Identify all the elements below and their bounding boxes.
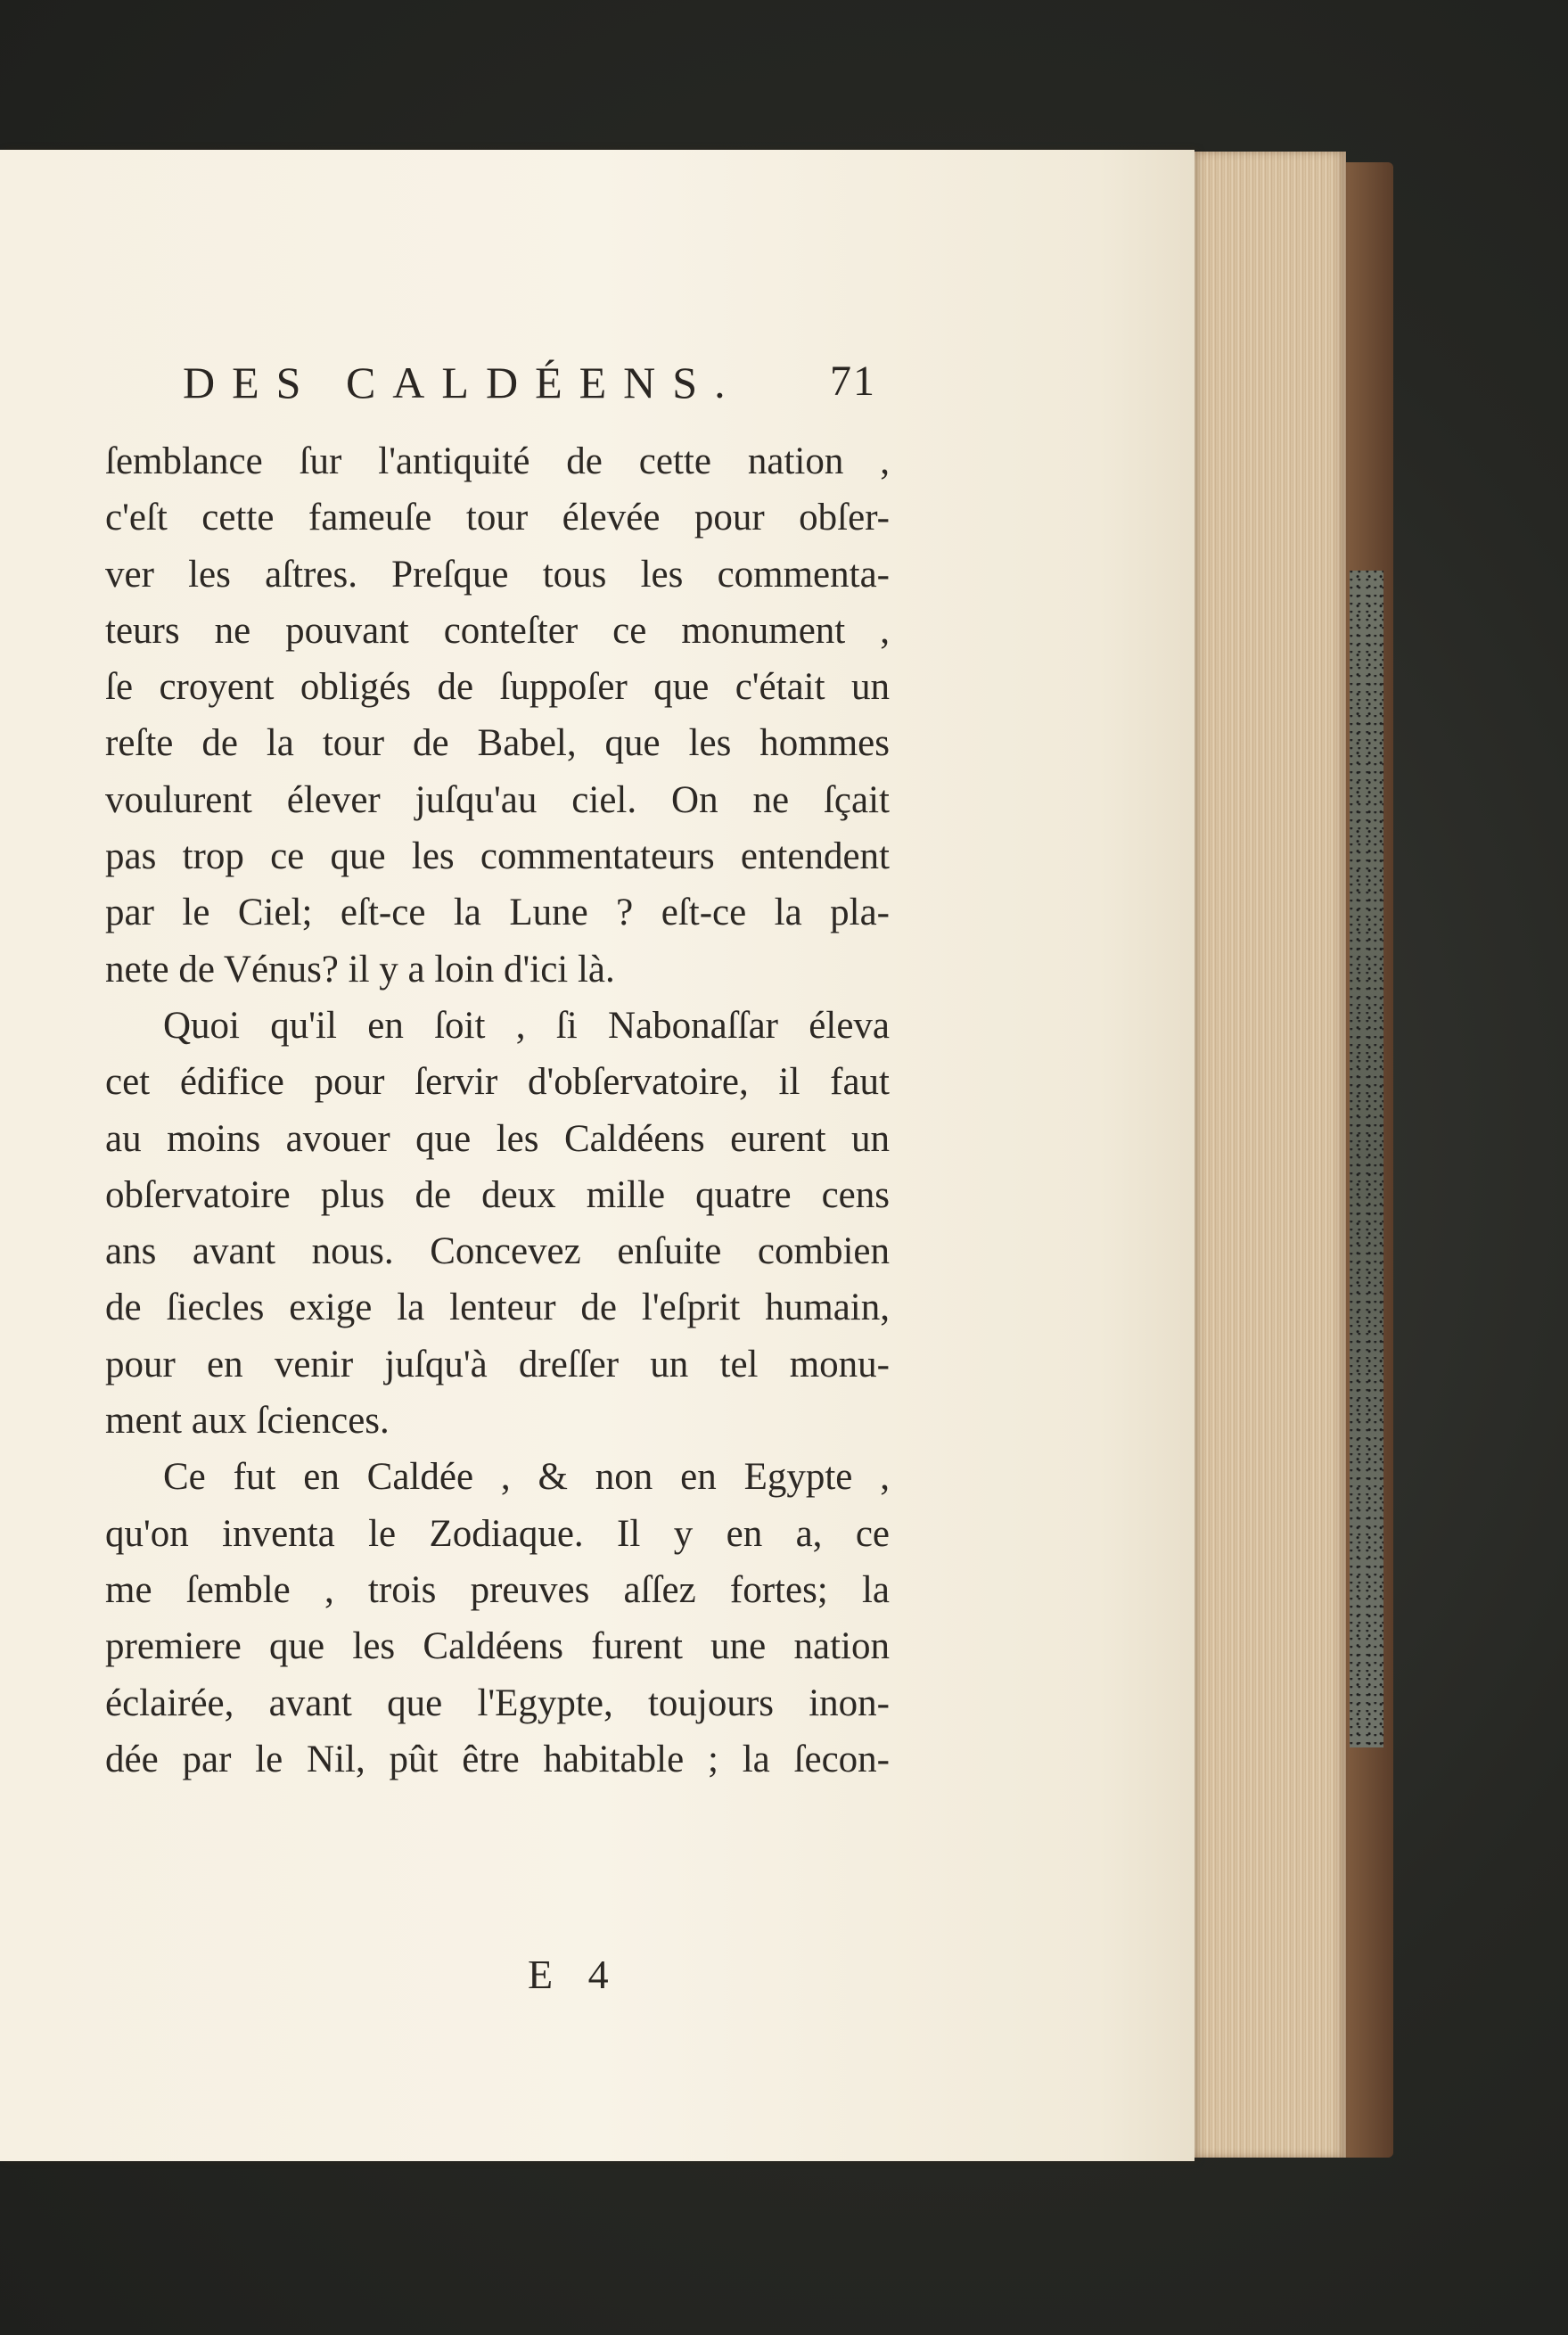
text-line: me ſemble , trois preuves aſſez fortes; la [105, 1568, 890, 1611]
page-number: 71 [830, 358, 876, 405]
page-header [183, 357, 896, 419]
marbled-cover-panel [1350, 571, 1383, 1747]
text-line: ans avant nous. Concevez enſuite combien [105, 1230, 890, 1273]
text-line: pour en venir juſqu'à dreſſer un tel monu- [105, 1343, 890, 1385]
text-line: de ſiecles exige la lenteur de l'eſprit humain, [105, 1287, 890, 1329]
text-line: éclairée, avant que l'Egypte, toujours inon- [105, 1681, 890, 1724]
text-line: pas trop ce que les commentateurs entendent [105, 835, 890, 878]
paragraph-start-line: Quoi qu'il en ſoit , ſi Nabonaſſar éleva [163, 1004, 890, 1047]
text-line: au moins avouer que les Caldéens eurent un [105, 1117, 890, 1160]
text-line: qu'on inventa le Zodiaque. Il y en a, ce [105, 1512, 890, 1555]
text-line: dée par le Nil, pût être habitable ; la ſecon- [105, 1738, 890, 1780]
text-line: cet édifice pour ſervir d'obſervatoire, il faut [105, 1061, 890, 1104]
book-page [0, 150, 1194, 2161]
text-line: ver les aſtres. Preſque tous les commenta- [105, 553, 890, 596]
text-line: voulurent élever juſqu'au ciel. On ne ſçait [105, 778, 890, 821]
text-line: par le Ciel; eſt-ce la Lune ? eſt-ce la pla- [105, 892, 890, 934]
paragraph-start-line: Ce fut en Caldée , & non en Egypte , [163, 1456, 890, 1499]
text-line: premiere que les Caldéens furent une nation [105, 1625, 890, 1668]
text-line: nete de Vénus? il y a loin d'ici là. [105, 948, 615, 991]
text-line: ment aux ſciences. [105, 1400, 390, 1443]
page-fore-edge [1175, 152, 1346, 2158]
text-line: teurs ne pouvant conteſter ce monument , [105, 609, 890, 652]
text-line: reſte de la tour de Babel, que les hommes [105, 722, 890, 765]
text-line: ſe croyent obligés de ſuppoſer que c'était un [105, 666, 890, 709]
text-line: ſemblance ſur l'antiquité de cette nation , [105, 440, 890, 482]
body-text [105, 433, 890, 1788]
text-line: obſervatoire plus de deux mille quatre cens [105, 1173, 890, 1216]
signature-mark: E 4 [528, 1952, 621, 1997]
running-head: DES CALDÉENS. [183, 358, 743, 407]
text-line: c'eſt cette fameuſe tour élevée pour obſer- [105, 497, 890, 539]
